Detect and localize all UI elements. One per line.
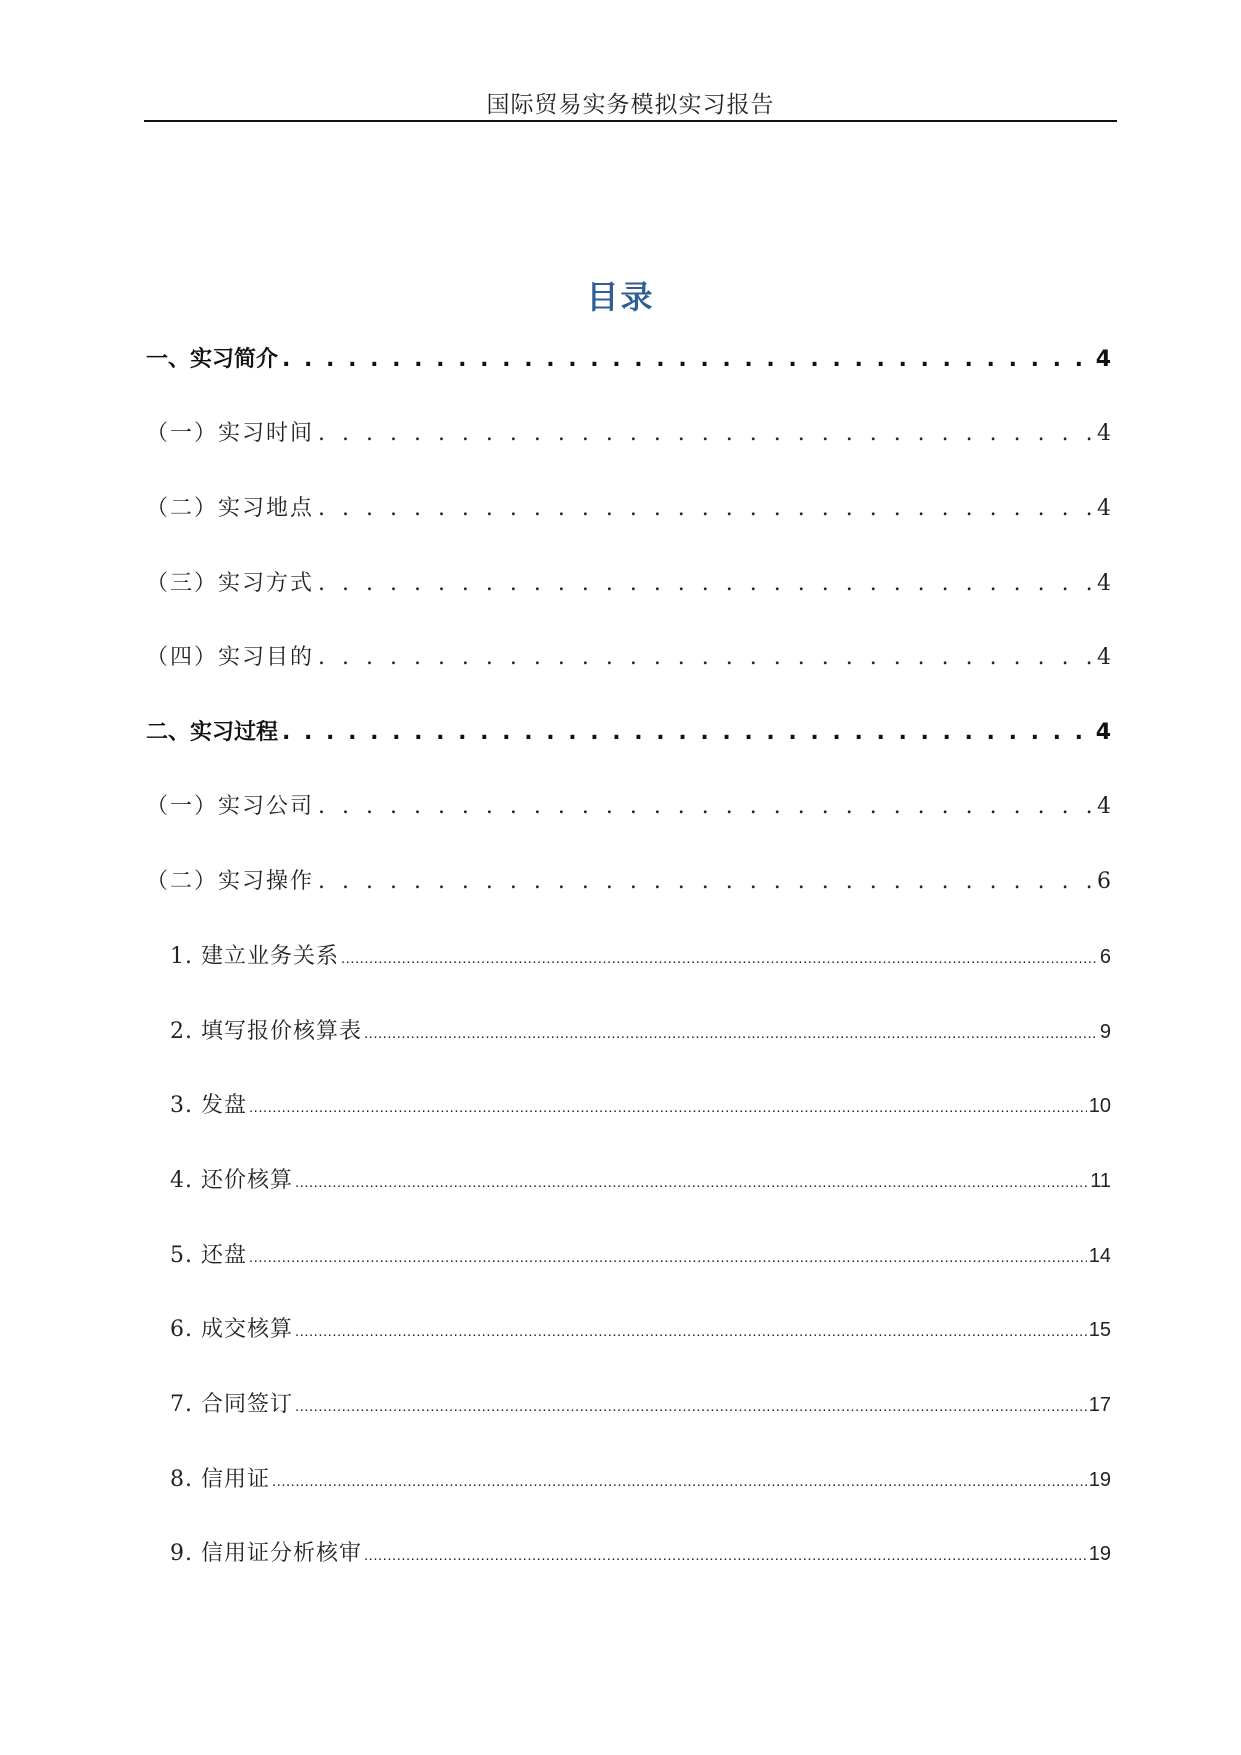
toc-entry-label: （一）实习时间: [146, 421, 315, 446]
toc-entry-label: （一）实习公司: [146, 794, 315, 819]
toc-entry-page: 4: [1097, 571, 1111, 596]
toc-leader-dots: [282, 720, 1092, 745]
toc-leader-dots: [249, 1093, 1087, 1118]
toc-entry-label: 4. 还价核算: [170, 1168, 293, 1193]
toc-entry-label: 5. 还盘: [170, 1243, 247, 1268]
toc-entry-2-2-2[interactable]: [170, 1014, 1111, 1048]
toc-leader-dots: [282, 347, 1092, 372]
toc-entry-1-4[interactable]: [146, 640, 1111, 674]
toc-entry-label: 1. 建立业务关系: [170, 944, 339, 969]
toc-leader-dots: [295, 1317, 1087, 1342]
toc-entry-label: 一、实习简介: [146, 347, 279, 372]
toc-entry-page: 4: [1097, 421, 1111, 446]
toc-entry-page: 11: [1090, 1170, 1111, 1192]
toc-entry-page: 19: [1088, 1543, 1111, 1565]
toc-leader-dots: [295, 1392, 1087, 1417]
toc-entry-label: 8. 信用证: [170, 1467, 270, 1492]
toc-leader-dots: [272, 1467, 1087, 1492]
toc-leader-dots: [364, 1019, 1098, 1044]
toc-entry-page: 17: [1088, 1394, 1111, 1416]
toc-leader-dots: [318, 645, 1093, 670]
toc-entry-1-1[interactable]: [146, 416, 1111, 450]
toc-entry-label: 7. 合同签订: [170, 1392, 293, 1417]
toc-entry-page: 15: [1088, 1319, 1111, 1341]
toc-leader-dots: [364, 1541, 1087, 1566]
toc-entry-1-2[interactable]: [146, 491, 1111, 525]
toc-entry-1[interactable]: [146, 342, 1111, 376]
toc-entry-label: （三）实习方式: [146, 571, 315, 596]
toc-entry-page: 4: [1097, 645, 1111, 670]
toc-entry-page: 14: [1088, 1245, 1111, 1267]
toc-leader-dots: [318, 421, 1093, 446]
toc-entry-2-2[interactable]: [146, 864, 1111, 898]
toc-entry-2-2-3[interactable]: [170, 1088, 1111, 1122]
toc-entry-label: （四）实习目的: [146, 645, 315, 670]
toc-entry-label: 6. 成交核算: [170, 1317, 293, 1342]
toc-leader-dots: [341, 944, 1098, 969]
toc-entry-2-2-4[interactable]: [170, 1163, 1111, 1197]
toc-entry-label: （二）实习操作: [146, 869, 315, 894]
toc-entry-page: 4: [1097, 496, 1111, 521]
toc-entry-page: 19: [1088, 1469, 1111, 1491]
toc-title: 目录: [586, 278, 655, 316]
toc-entry-2-2-7[interactable]: [170, 1387, 1111, 1421]
toc-entry-label: 9. 信用证分析核审: [170, 1541, 362, 1566]
toc-entry-page: 6: [1097, 869, 1111, 894]
toc-entry-label: 3. 发盘: [170, 1093, 247, 1118]
toc-entry-label: （二）实习地点: [146, 496, 315, 521]
toc-entry-page: 4: [1095, 347, 1111, 372]
toc-entry-page: 4: [1097, 794, 1111, 819]
toc-leader-dots: [249, 1243, 1087, 1268]
toc-entry-2[interactable]: [146, 715, 1111, 749]
toc-entry-2-2-9[interactable]: [170, 1536, 1111, 1570]
toc-entry-2-2-1[interactable]: [170, 939, 1111, 973]
toc-entry-label: 二、实习过程: [146, 720, 279, 745]
toc-entry-2-2-8[interactable]: [170, 1462, 1111, 1496]
toc-entry-2-1[interactable]: [146, 789, 1111, 823]
toc-leader-dots: [295, 1168, 1088, 1193]
toc-leader-dots: [318, 571, 1093, 596]
toc-entry-page: 10: [1088, 1095, 1111, 1117]
toc-entry-page: 6: [1099, 946, 1111, 968]
toc-entry-page: 9: [1099, 1021, 1111, 1043]
toc-entry-page: 4: [1095, 720, 1111, 745]
running-header: 国际贸易实务模拟实习报告: [486, 92, 775, 118]
toc-entry-1-3[interactable]: [146, 566, 1111, 600]
toc-leader-dots: [318, 794, 1093, 819]
toc-entry-label: 2. 填写报价核算表: [170, 1019, 362, 1044]
toc-entry-2-2-5[interactable]: [170, 1238, 1111, 1272]
toc-entry-2-2-6[interactable]: [170, 1312, 1111, 1346]
toc-leader-dots: [318, 869, 1093, 894]
toc-leader-dots: [318, 496, 1093, 521]
